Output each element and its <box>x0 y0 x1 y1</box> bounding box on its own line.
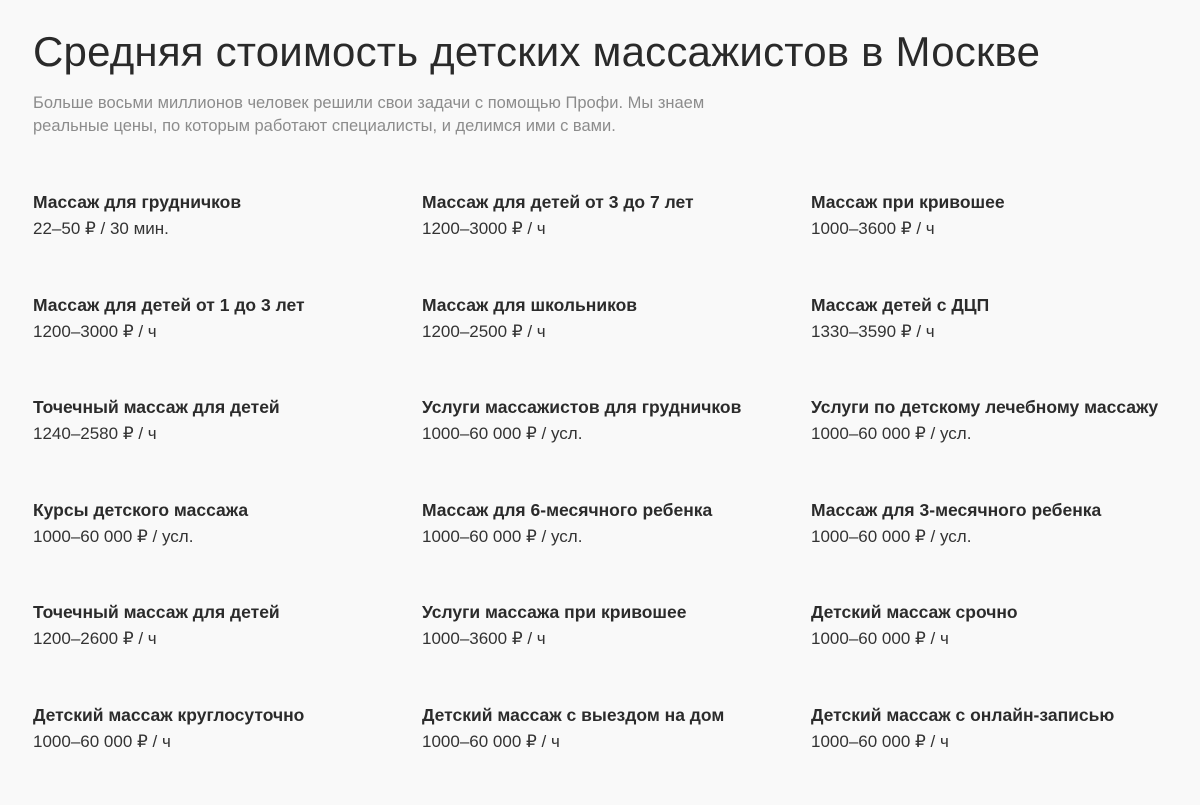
service-item[interactable] <box>811 190 1183 293</box>
service-item[interactable] <box>422 498 811 601</box>
service-item[interactable] <box>422 703 811 805</box>
services-price-grid <box>33 190 1183 805</box>
service-item[interactable] <box>811 703 1183 805</box>
service-price: 22–50 ₽ / 30 мин. <box>33 217 422 241</box>
service-name: Курсы детского массажа <box>33 498 422 522</box>
service-price: 1000–60 000 ₽ / ч <box>811 730 1183 754</box>
service-price: 1200–2500 ₽ / ч <box>422 320 811 344</box>
service-item[interactable] <box>811 293 1183 396</box>
service-price: 1000–60 000 ₽ / усл. <box>811 525 1183 549</box>
service-item[interactable] <box>811 498 1183 601</box>
service-price: 1000–60 000 ₽ / усл. <box>33 525 422 549</box>
service-price: 1200–3000 ₽ / ч <box>422 217 811 241</box>
service-name: Детский массаж срочно <box>811 600 1183 624</box>
service-name: Массаж для 3-месячного ребенка <box>811 498 1183 522</box>
service-price: 1000–60 000 ₽ / ч <box>33 730 422 754</box>
service-name: Массаж детей с ДЦП <box>811 293 1183 317</box>
service-item[interactable] <box>33 498 422 601</box>
service-price: 1000–3600 ₽ / ч <box>811 217 1183 241</box>
service-name: Услуги массажистов для грудничков <box>422 395 811 419</box>
service-price: 1200–2600 ₽ / ч <box>33 627 422 651</box>
service-item[interactable] <box>811 600 1183 703</box>
service-item[interactable] <box>422 293 811 396</box>
service-name: Массаж для школьников <box>422 293 811 317</box>
service-item[interactable] <box>33 293 422 396</box>
service-price: 1330–3590 ₽ / ч <box>811 320 1183 344</box>
service-item[interactable] <box>33 600 422 703</box>
service-price: 1000–60 000 ₽ / ч <box>422 730 811 754</box>
service-item[interactable] <box>422 600 811 703</box>
service-price: 1240–2580 ₽ / ч <box>33 422 422 446</box>
service-name: Массаж для грудничков <box>33 190 422 214</box>
service-name: Детский массаж с онлайн-записью <box>811 703 1183 727</box>
service-name: Детский массаж круглосуточно <box>33 703 422 727</box>
page-subtitle: Больше восьми миллионов человек решили свои задачи с помощью Профи. Мы знаем реальные цены, по которым работают специалисты, и делимся ими с вами. <box>33 92 773 138</box>
service-name: Точечный массаж для детей <box>33 600 422 624</box>
service-name: Услуги массажа при кривошее <box>422 600 811 624</box>
service-price: 1000–60 000 ₽ / усл. <box>422 525 811 549</box>
service-price: 1000–60 000 ₽ / ч <box>811 627 1183 651</box>
service-item[interactable] <box>33 703 422 805</box>
service-item[interactable] <box>33 190 422 293</box>
service-price: 1000–60 000 ₽ / усл. <box>422 422 811 446</box>
service-price: 1000–3600 ₽ / ч <box>422 627 811 651</box>
service-name: Услуги по детскому лечебному массажу <box>811 395 1183 419</box>
service-item[interactable] <box>33 395 422 498</box>
service-name: Детский массаж с выездом на дом <box>422 703 811 727</box>
service-name: Массаж для детей от 3 до 7 лет <box>422 190 811 214</box>
service-item[interactable] <box>811 395 1183 498</box>
page-title: Средняя стоимость детских массажистов в Москве <box>33 28 1040 76</box>
service-name: Массаж для детей от 1 до 3 лет <box>33 293 422 317</box>
service-name: Массаж при кривошее <box>811 190 1183 214</box>
service-item[interactable] <box>422 395 811 498</box>
service-name: Массаж для 6-месячного ребенка <box>422 498 811 522</box>
service-name: Точечный массаж для детей <box>33 395 422 419</box>
service-item[interactable] <box>422 190 811 293</box>
service-price: 1000–60 000 ₽ / усл. <box>811 422 1183 446</box>
service-price: 1200–3000 ₽ / ч <box>33 320 422 344</box>
